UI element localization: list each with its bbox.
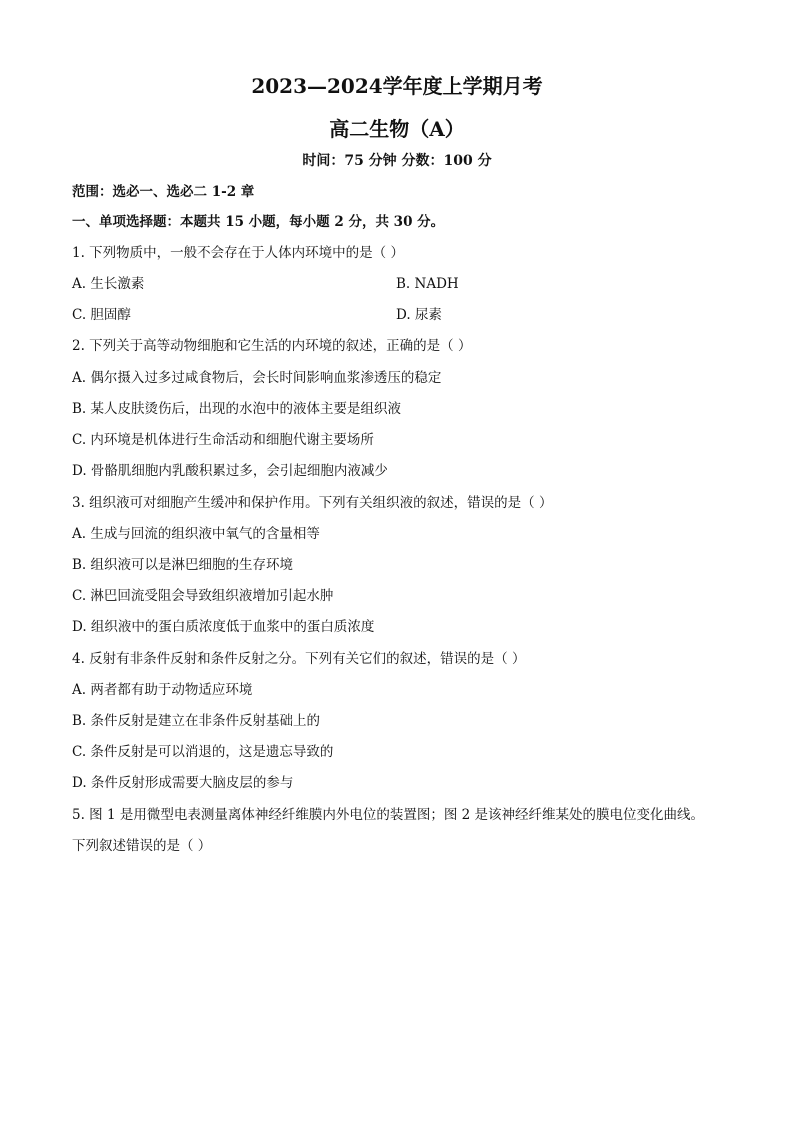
exam-scope: 范围：选必一、选必二 1-2 章 <box>72 184 255 200</box>
question-4-option-a: A. 两者都有助于动物适应环境 <box>72 682 253 698</box>
question-2-option-d: D. 骨骼肌细胞内乳酸积累过多，会引起细胞内液减少 <box>72 463 388 479</box>
question-1-option-b: B. NADH <box>396 276 459 292</box>
question-1-option-a: A. 生长激素 <box>72 276 145 292</box>
question-2-option-b: B. 某人皮肤烫伤后，出现的水泡中的液体主要是组织液 <box>72 401 402 417</box>
question-3-option-d: D. 组织液中的蛋白质浓度低于血浆中的蛋白质浓度 <box>72 619 375 635</box>
question-2-option-c: C. 内环境是机体进行生命活动和细胞代谢主要场所 <box>72 432 374 448</box>
question-1-option-d: D. 尿素 <box>396 307 442 323</box>
question-2-stem: 2. 下列关于高等动物细胞和它生活的内环境的叙述，正确的是（ ） <box>72 338 472 354</box>
question-1-stem: 1. 下列物质中，一般不会存在于人体内环境中的是（ ） <box>72 245 404 261</box>
question-3-option-a: A. 生成与回流的组织液中氧气的含量相等 <box>72 526 320 542</box>
question-2-option-a: A. 偶尔摄入过多过咸食物后，会长时间影响血浆渗透压的稳定 <box>72 370 442 386</box>
question-4-option-d: D. 条件反射形成需要大脑皮层的参与 <box>72 775 294 791</box>
exam-meta: 时间：75 分钟 分数：100 分 <box>302 153 492 169</box>
exam-title: 2023—2024学年度上学期月考 <box>251 74 543 98</box>
question-3-option-b: B. 组织液可以是淋巴细胞的生存环境 <box>72 557 294 573</box>
question-5-stem: 5. 图 1 是用微型电表测量离体神经纤维膜内外电位的装置图；图 2 是该神经纤维某处的膜电位变化曲线。 <box>72 807 705 823</box>
question-4-option-b: B. 条件反射是建立在非条件反射基础上的 <box>72 713 321 729</box>
question-4-stem: 4. 反射有非条件反射和条件反射之分。下列有关它们的叙述，错误的是（ ） <box>72 651 526 667</box>
section-heading: 一、单项选择题：本题共 15 小题，每小题 2 分，共 30 分。 <box>72 214 445 230</box>
question-3-stem: 3. 组织液可对细胞产生缓冲和保护作用。下列有关组织液的叙述，错误的是（ ） <box>72 495 553 511</box>
question-1-option-c: C. 胆固醇 <box>72 307 131 323</box>
question-4-option-c: C. 条件反射是可以消退的，这是遗忘导致的 <box>72 744 334 760</box>
exam-subtitle: 高二生物（A） <box>329 117 465 141</box>
question-3-option-c: C. 淋巴回流受阻会导致组织液增加引起水肿 <box>72 588 334 604</box>
question-5-stem-continued: 下列叙述错误的是（ ） <box>72 838 212 854</box>
